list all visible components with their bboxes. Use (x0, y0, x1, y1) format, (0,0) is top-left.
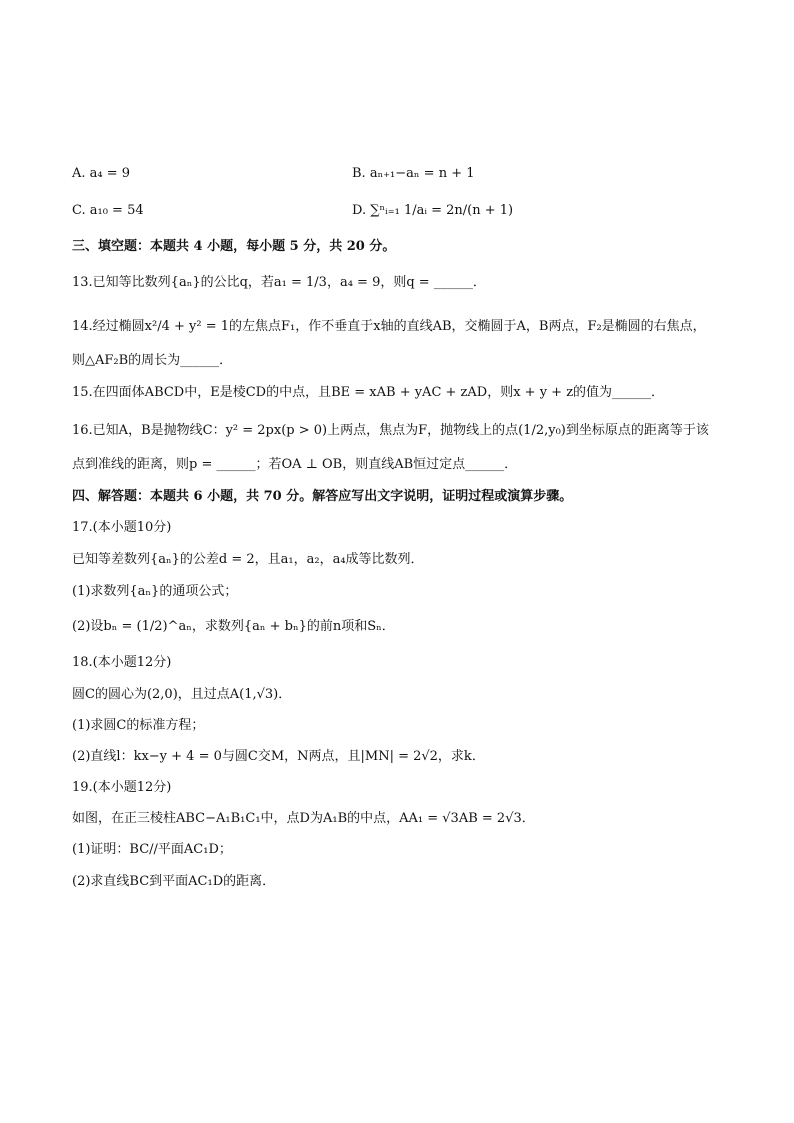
question-16-line-2: 点到准线的距离，则p = ______；若OA ⊥ OB，则直线AB恒过定点______． (72, 457, 518, 472)
question-17-heading: 17.(本小题10分) (72, 520, 172, 535)
question-19-stem: 如图，在正三棱柱ABC−A₁B₁C₁中，点D为A₁B的中点，AA₁ = √3AB = 2√3． (72, 811, 535, 826)
question-15: 15.在四面体ABCD中，E是棱CD的中点，且BE = xAB + yAC + zAD，则x + y + z的值为______． (72, 385, 665, 400)
question-13: 13.已知等比数列{aₙ}的公比q，若a₁ = 1/3，a₄ = 9，则q = ______． (72, 275, 486, 290)
option-b: B. aₙ₊₁−aₙ = n + 1 (352, 166, 475, 181)
question-18-part-1: (1)求圆C的标准方程； (72, 718, 205, 733)
section-3-heading: 三、填空题：本题共 4 小题，每小题 5 分，共 20 分。 (72, 239, 396, 254)
question-17-stem: 已知等差数列{aₙ}的公差d = 2，且a₁，a₂，a₄成等比数列． (72, 552, 424, 567)
question-17-part-2: (2)设bₙ = (1/2)^aₙ，求数列{aₙ + bₙ}的前n项和Sₙ． (72, 619, 395, 634)
question-18-stem: 圆C的圆心为(2,0)，且过点A(1,√3)． (72, 687, 292, 702)
question-17-part-1: (1)求数列{aₙ}的通项公式； (72, 584, 238, 599)
question-14-line-2: 则△AF₂B的周长为______． (72, 353, 233, 368)
question-19-part-2: (2)求直线BC到平面AC₁D的距离． (72, 874, 276, 889)
option-c: C. a₁₀ = 54 (72, 203, 144, 218)
question-18-part-2: (2)直线l：kx−y + 4 = 0与圆C交M，N两点，且|MN| = 2√2，求k． (72, 749, 485, 764)
option-a: A. a₄ = 9 (72, 166, 131, 181)
question-19-part-1: (1)证明：BC//平面AC₁D； (72, 842, 232, 857)
option-d: D. ∑ⁿᵢ₌₁ 1/aᵢ = 2n/(n + 1) (352, 203, 514, 218)
section-4-heading: 四、解答题：本题共 6 小题，共 70 分。解答应写出文字说明，证明过程或演算步骤。 (72, 489, 573, 504)
question-18-heading: 18.(本小题12分) (72, 655, 172, 670)
question-16-line-1: 16.已知A，B是抛物线C：y² = 2px(p > 0)上两点，焦点为F，抛物线上的点(1/2,y₀)到坐标原点的距离等于该 (72, 423, 709, 438)
question-19-heading: 19.(本小题12分) (72, 780, 172, 795)
question-14-line-1: 14.经过椭圆x²/4 + y² = 1的左焦点F₁，作不垂直于x轴的直线AB，交椭圆于A，B两点，F₂是椭圆的右焦点， (72, 319, 706, 334)
